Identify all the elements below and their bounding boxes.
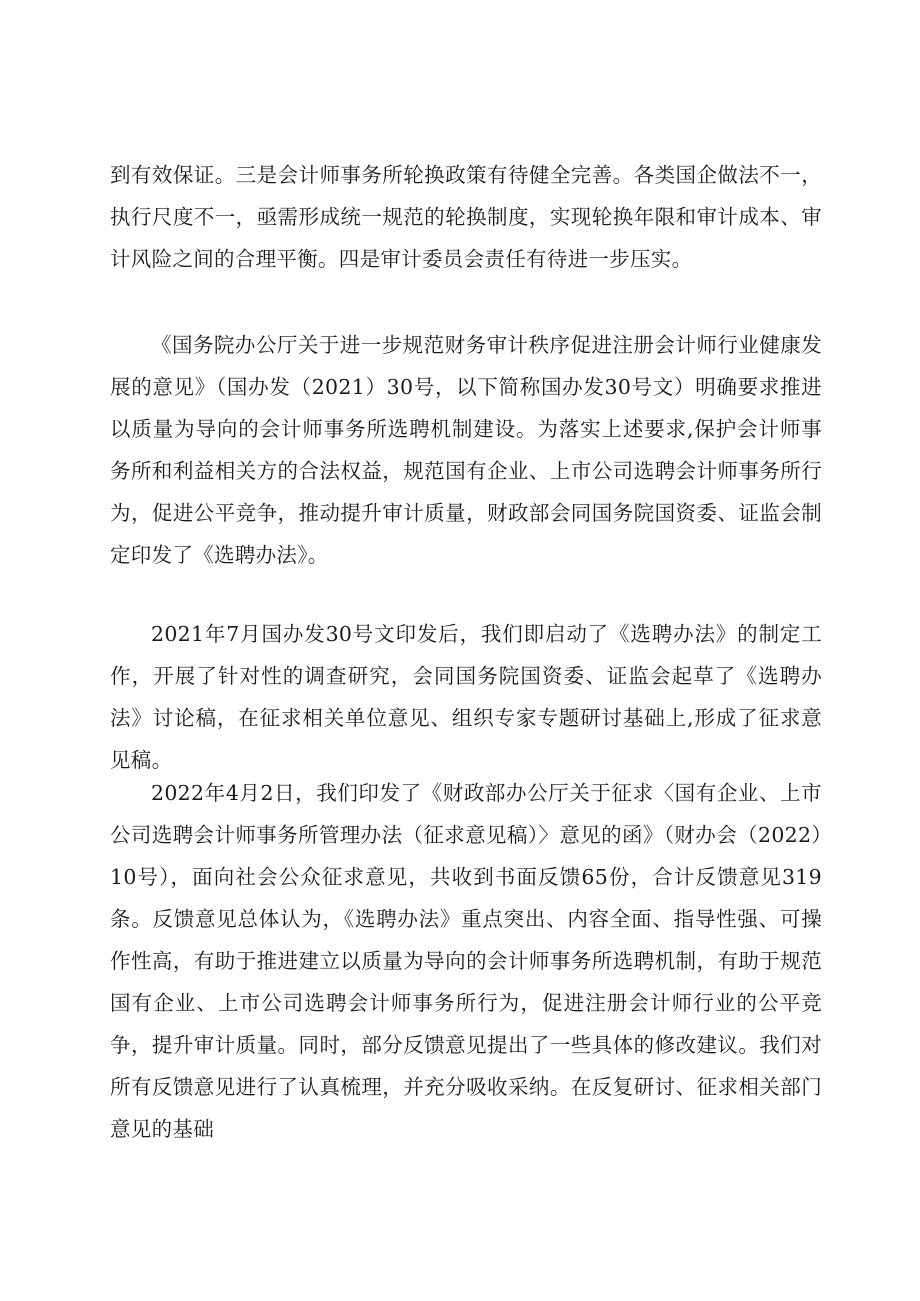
paragraph-guideline-background: 《国务院办公厅关于进一步规范财务审计秩序促进注册会计师行业健康发展的意见》（国办发（2021）30号，以下简称国办发30号文）明确要求推进以质量为导向的会计师事务所选聘机制建设。为落实上述要求,保护会计师事务所和利益相关方的合法权益，规范国有企业、上市公司选聘会计师事务所行为，促进公平竞争，推动提升审计质量，财政部会同国务院国资委、证监会制定印发了《选聘办法》。 (110, 333, 822, 567)
paragraph-public-consultation: 2022年4月2日，我们印发了《财政部办公厅关于征求〈国有企业、上市公司选聘会计师事务所管理办法（征求意见稿）〉意见的函》（财办会（2022）10号），面向社会公众征求意见，共收到书面反馈65份，合计反馈意见319条。反馈意见总体认为，《选聘办法》重点突出、内容全面、指导性强、可操作性高，有助于推进建立以质量为导向的会计师事务所选聘机制，有助于规范国有企业、上市公司选聘会计师事务所行为，促进注册会计师行业的公平竞争，提升审计质量。同时，部分反馈意见提出了一些具体的修改建议。我们对所有反馈意见进行了认真梳理，并充分吸收采纳。在反复研讨、征求相关部门意见的基础 (110, 781, 822, 1141)
paragraph-drafting-process: 2021年7月国办发30号文印发后，我们即启动了《选聘办法》的制定工作，开展了针对性的调查研究，会同国务院国资委、证监会起草了《选聘办法》讨论稿，在征求相关单位意见、组织专家专题研讨基础上,形成了征求意见稿。 (110, 622, 822, 772)
paragraph-continuation: 到有效保证。三是会计师事务所轮换政策有待健全完善。各类国企做法不一，执行尺度不一，亟需形成统一规范的轮换制度，实现轮换年限和审计成本、审计风险之间的合理平衡。四是审计委员会责任有待进一步压实。 (110, 163, 822, 271)
